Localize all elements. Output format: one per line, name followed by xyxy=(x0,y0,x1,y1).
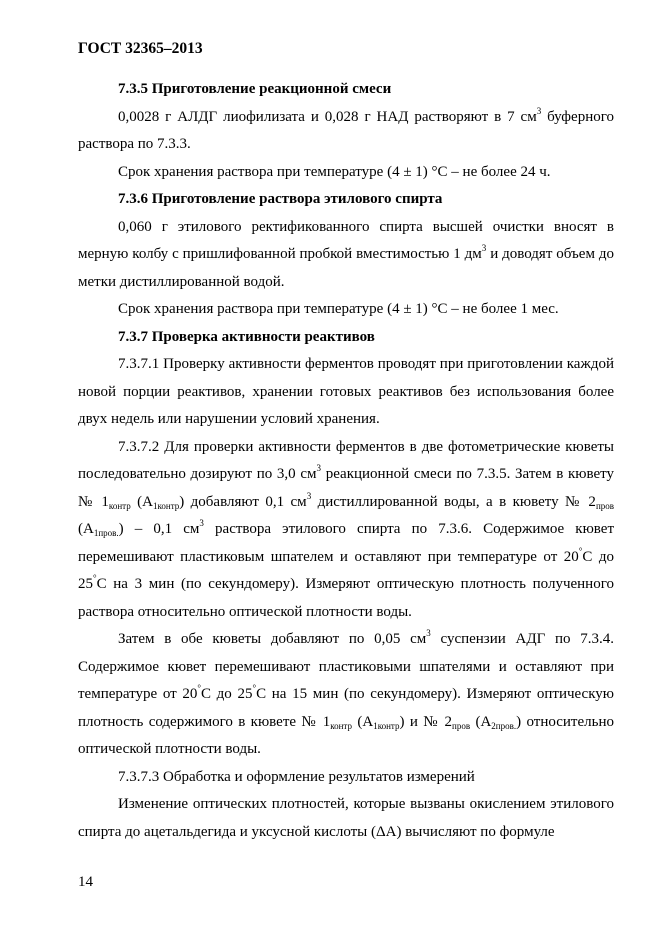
section-heading-7-3-7: 7.3.7 Проверка активности реактивов xyxy=(118,328,375,345)
paragraph-7-3-7-3: 7.3.7.3 Обработка и оформление результатов измерений xyxy=(118,768,475,785)
page-number: 14 xyxy=(78,874,93,890)
paragraph-optical-density-change: Изменение оптических плотностей, которые вызваны окислением этилового спирта до ацетальдегида и уксусной кислоты (ΔA) вычисляют по формуле xyxy=(78,796,614,840)
paragraph-ethanol-solution: 0,060 г этилового ректификованного спирта высшей очистки вносят в мерную колбу с пришлифованной пробкой вместимостью 1 $дм^3$ и доводят объем до метки дистиллированной водой. xyxy=(78,218,614,290)
paragraph-storage-1-month: Срок хранения раствора при температуре (4 ± 1) °С – не более 1 мес. xyxy=(118,301,559,317)
paragraph-reaction-mix: 0,0028 г АЛДГ лиофилизата и 0,028 г НАД растворяют в 7 $см^3$ буферного раствора по 7.3.3. xyxy=(78,105,614,152)
section-heading-7-3-5: 7.3.5 Приготовление реакционной смеси xyxy=(118,81,392,97)
document-body xyxy=(78,76,614,846)
paragraph-7-3-7-1: 7.3.7.1 Проверку активности ферментов проводят при приготовлении каждой новой порции реактивов, хранении готовых реактивов без использования более двух недель или нарушении условий хранения. xyxy=(78,356,614,427)
section-heading-7-3-6: 7.3.6 Приготовление раствора этилового спирта xyxy=(118,191,443,207)
document-id-header: ГОСТ 32365–2013 xyxy=(78,40,203,57)
paragraph-7-3-7-2: 7.3.7.2 Для проверки активности ферментов в две фотометрические кюветы последовательно дозируют по 3,0 $см^3$ реакционной смеси по 7.3.5. Затем в кювету № $1_{контр}$ $(А_{1контр})$ добавляют 0,1 $см^3$ дистиллированной воды, а в кювету № $2_{пров}$ $(А_{1пров.}) - 0,1$ $см^3$ раствора этилового спирта по 7.3.6. Содержимое кювет перемешивают пластиковым шпателем и оставляют при температуре от 20°С до 25°С на 3 мин (по секундомеру). Измеряют оптическую плотность полученного раствора относительно оптической плотности воды. xyxy=(78,438,615,620)
paragraph-storage-24h: Срок хранения раствора при температуре (4 ± 1) °С – не более 24 ч. xyxy=(118,163,551,180)
paragraph-add-adh-suspension: Затем в обе кюветы добавляют по 0,05 $см^3$ суспензии АДГ по 7.3.4. Содержимое кювет перемешивают пластиковыми шпателями и оставляют при температуре от 20°С до 25°С на 15 мин (по секундомеру). Измеряют оптическую плотность содержимого в кювете № $1_{контр}$ $(А_{1контр})$ и № $2_{пров}$ $(А_{2пров.})$ относительно оптической плотности воды. xyxy=(78,628,614,757)
